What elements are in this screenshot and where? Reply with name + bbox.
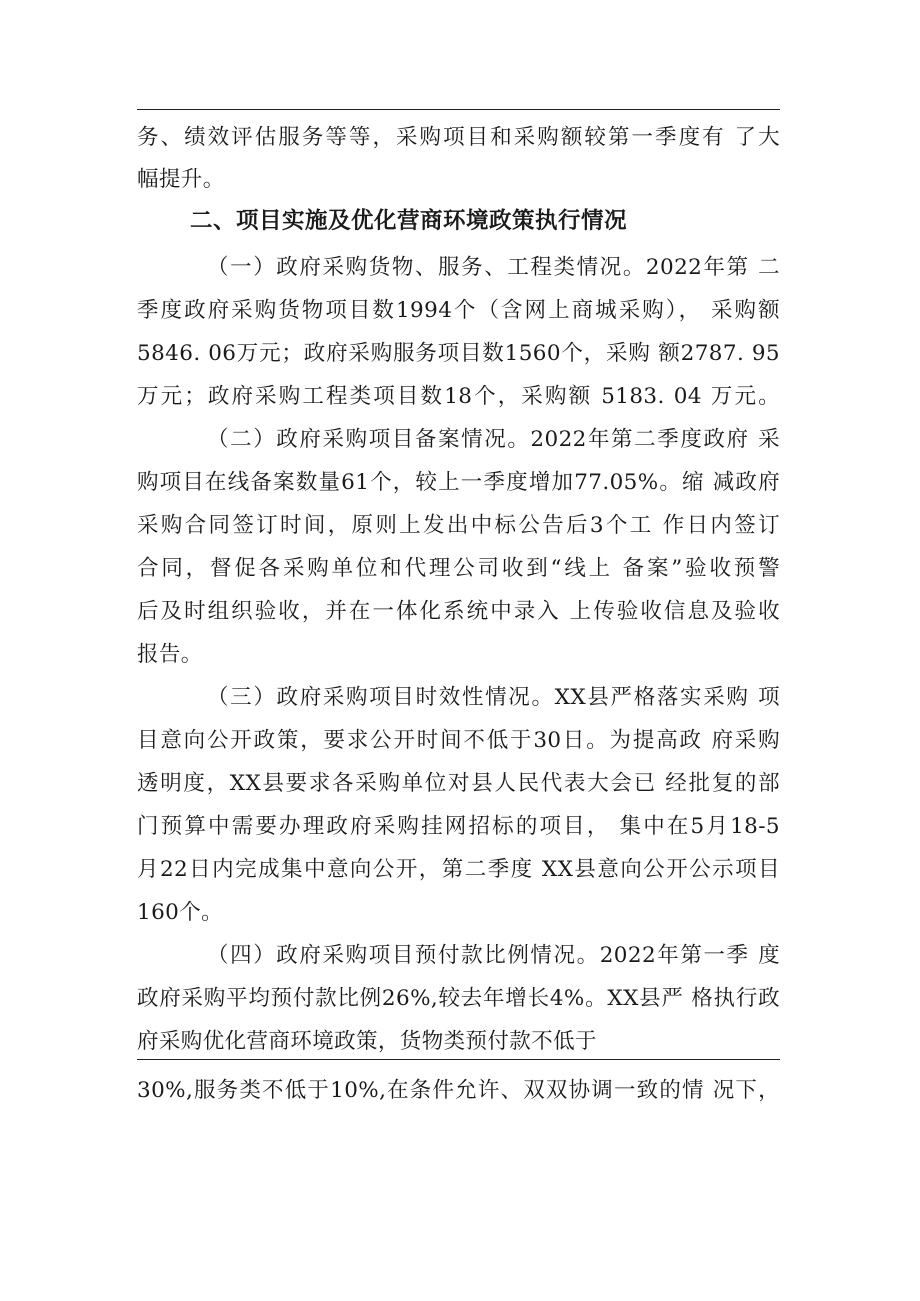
paragraph-line: 透明度，XX县要求各采购单位对县人民代表大会已 经批复的部 — [137, 771, 780, 796]
paragraph-line: 报告。 — [137, 642, 203, 667]
paragraph-line: 合同，督促各采购单位和代理公司收到“线上 备案”验收预警 — [137, 556, 780, 581]
section-heading: 二、项目实施及优化营商环境政策执行情况 — [190, 208, 628, 234]
paragraph-line: 购项目在线备案数量61个，较上一季度增加77.05%。缩 减政府 — [137, 470, 780, 495]
paragraph-line: 5846. 06万元；政府采购服务项目数1560个，采购 额2787. 95 — [137, 341, 780, 366]
footer-rule — [137, 1059, 780, 1060]
paragraph-line: 目意向公开政策，要求公开时间不低于30日。为提高政 府采购 — [137, 728, 780, 753]
paragraph-line: 府采购优化营商环境政策，货物类预付款不低于 — [137, 1029, 597, 1054]
paragraph-line: 30%,服务类不低于10%,在条件允许、双双协调一致的情 况下， — [137, 1078, 780, 1103]
paragraph-line: （一）政府采购货物、服务、工程类情况。2022年第 二 — [207, 255, 780, 280]
paragraph-line: 月22日内完成集中意向公开，第二季度 XX县意向公开公示项目 — [137, 857, 780, 882]
paragraph-line: 后及时组织验收，并在一体化系统中录入 上传验收信息及验收 — [137, 599, 780, 624]
paragraph-line: 采购合同签订时间，原则上发出中标公告后3个工 作日内签订 — [137, 513, 780, 538]
paragraph-line: 政府采购平均预付款比例26%,较去年增长4%。XX县严 格执行政 — [137, 986, 780, 1011]
paragraph-line: 季度政府采购货物项目数1994个（含网上商城采购）， 采购额 — [137, 298, 780, 323]
paragraph-line: （四）政府采购项目预付款比例情况。2022年第一季 度 — [207, 943, 780, 968]
paragraph-line: 务、绩效评估服务等等，采购项目和采购额较第一季度有 了大 — [137, 125, 780, 150]
paragraph-line: （三）政府采购项目时效性情况。XX县严格落实采购 项 — [207, 685, 780, 710]
paragraph-line: （二）政府采购项目备案情况。2022年第二季度政府 采 — [207, 427, 780, 452]
paragraph-line: 万元；政府采购工程类项目数18个，采购额 5183. 04 万元。 — [137, 384, 780, 409]
paragraph-line: 幅提升。 — [137, 167, 225, 192]
header-rule — [137, 109, 780, 110]
paragraph-line: 门预算中需要办理政府采购挂网招标的项目， 集中在5月18-5 — [137, 814, 780, 839]
paragraph-line: 160个。 — [137, 900, 224, 925]
